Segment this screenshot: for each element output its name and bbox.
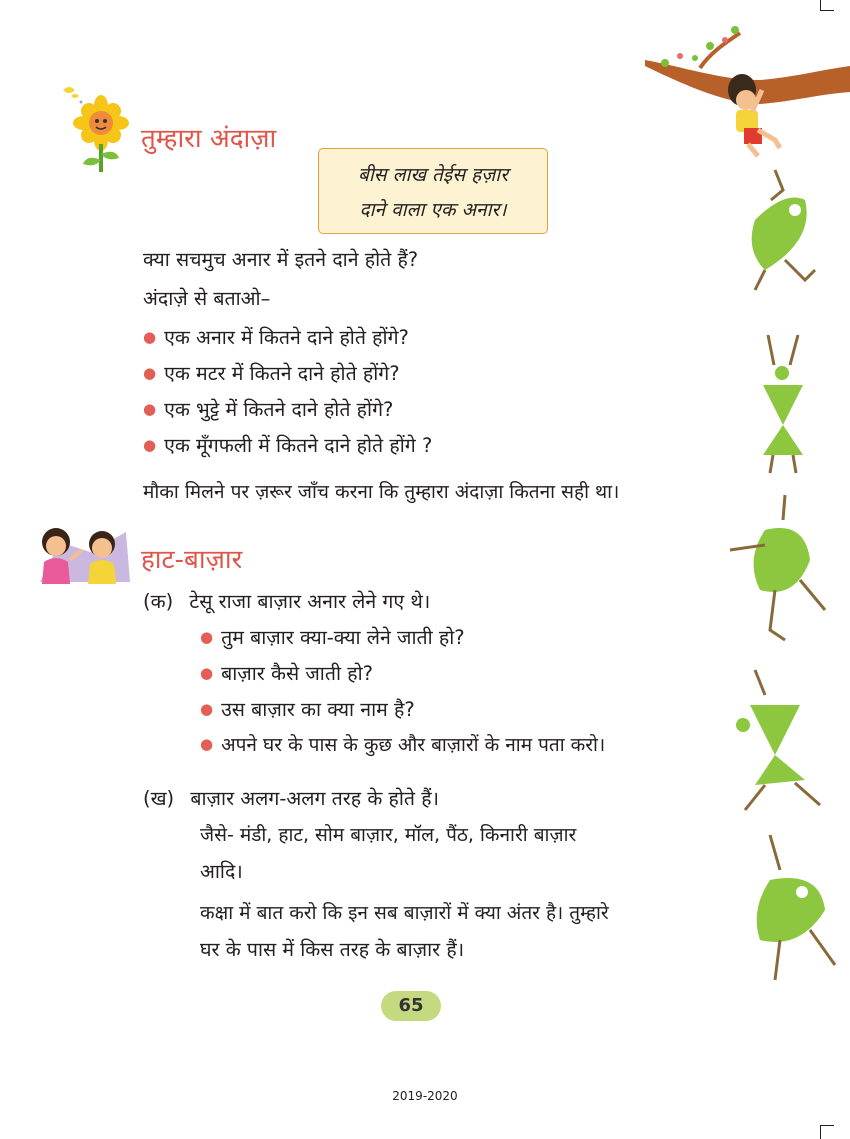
part-a-line — [143, 589, 430, 614]
crop-mark-top-right-v — [820, 0, 821, 10]
list-item — [200, 697, 415, 722]
part-b-line — [143, 786, 439, 811]
list-item-text: एक मूँगफली में कितने दाने होते होंगे ? — [164, 434, 433, 457]
list-item-text: अपने घर के पास के कुछ और बाज़ारों के नाम पता करो। — [221, 734, 606, 756]
children-talking-illustration — [30, 522, 130, 584]
section-heading-guess: तुम्हारा अंदाज़ा — [141, 124, 277, 154]
list-item-text: एक अनार में कितने दाने होते होंगे? — [164, 326, 409, 349]
list-item — [143, 361, 400, 386]
question-text: क्या सचमुच अनार में इतने दाने होते हैं? — [143, 248, 419, 271]
poem-box — [318, 148, 548, 234]
bullet-icon: ● — [143, 436, 157, 454]
bullet-icon: ● — [200, 664, 214, 682]
examples-line-1: जैसे- मंडी, हाट, सोम बाज़ार, मॉल, पैंठ, किनारी बाज़ार — [200, 824, 577, 846]
list-item — [200, 625, 465, 650]
list-item — [143, 325, 409, 350]
part-a-label: (क) — [143, 590, 174, 613]
bullet-icon: ● — [143, 400, 157, 418]
list-item — [200, 661, 373, 686]
list-item-text: बाज़ार कैसे जाती हो? — [221, 662, 373, 685]
bullet-icon: ● — [200, 735, 214, 753]
page-number-badge: 65 — [381, 991, 441, 1021]
examples-line-2: आदि। — [200, 860, 243, 883]
tree-boy-illustration — [640, 18, 850, 158]
list-item — [200, 733, 605, 758]
part-a-text: टेसू राजा बाज़ार अनार लेने गए थे। — [189, 590, 431, 613]
list-item — [143, 433, 432, 458]
bullet-icon: ● — [143, 328, 157, 346]
bullet-icon: ● — [200, 700, 214, 718]
dancing-figure-5-illustration — [740, 830, 850, 990]
dancing-figure-1-illustration — [735, 160, 845, 300]
discuss-line-1: कक्षा में बात करो कि इन सब बाज़ारों में क्या अंतर है। तुम्हारे — [200, 902, 609, 924]
section-heading-market: हाट-बाज़ार — [141, 545, 243, 575]
part-b-label: (ख) — [143, 787, 175, 810]
discuss-line-2: घर के पास में किस तरह के बाज़ार हैं। — [200, 938, 465, 961]
crop-mark-bottom-right-h — [820, 1125, 834, 1126]
list-item-text: उस बाज़ार का क्या नाम है? — [221, 698, 415, 721]
crop-mark-bottom-right-v — [820, 1125, 821, 1139]
closing-text: मौका मिलने पर ज़रूर जाँच करना कि तुम्हारा अंदाज़ा कितना सही था। — [143, 481, 620, 503]
poem-line-2: दाने वाला एक अनार। — [359, 199, 507, 221]
list-item-text: एक मटर में कितने दाने होते होंगे? — [164, 362, 400, 385]
bullet-icon: ● — [200, 628, 214, 646]
crop-mark-top-right-h — [820, 10, 834, 11]
part-b-text: बाज़ार अलग-अलग तरह के होते हैं। — [190, 787, 439, 810]
dancing-figure-2-illustration — [738, 325, 828, 475]
prompt-text: अंदाज़े से बताओ– — [143, 287, 271, 310]
list-item — [143, 397, 393, 422]
list-item-text: एक भुट्टे में कितने दाने होते होंगे? — [164, 398, 394, 421]
dancing-figure-4-illustration — [725, 665, 845, 815]
dancing-figure-3-illustration — [725, 490, 845, 650]
poem-line-1: बीस लाख तेईस हज़ार — [358, 164, 508, 186]
list-item-text: तुम बाज़ार क्या-क्या लेने जाती हो? — [221, 626, 465, 649]
bullet-icon: ● — [143, 364, 157, 382]
edition-year: 2019-2020 — [392, 1089, 458, 1103]
sunflower-icon — [55, 82, 135, 174]
